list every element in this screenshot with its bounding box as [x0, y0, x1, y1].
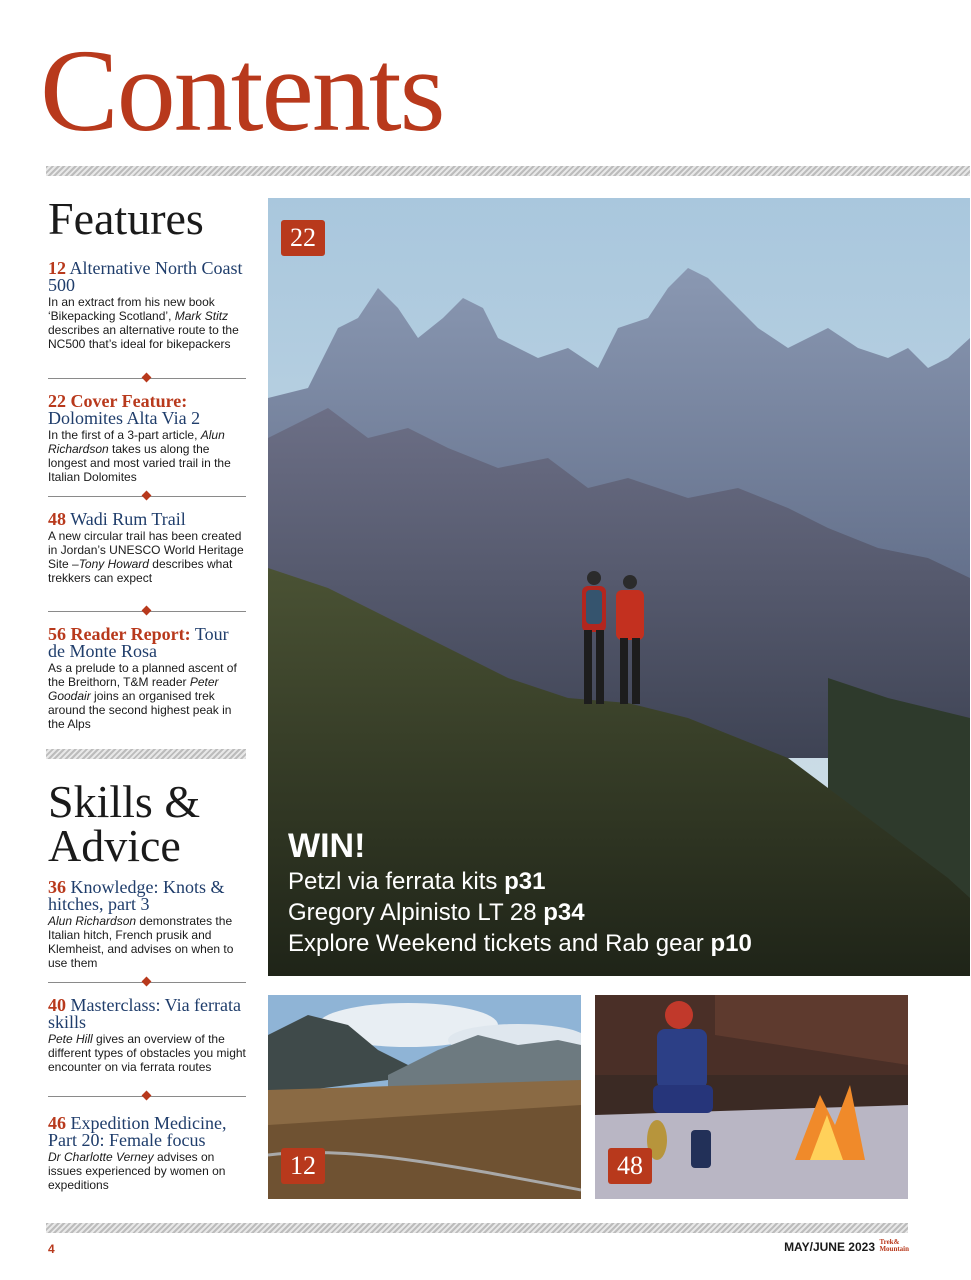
entry-author: Dr Charlotte Verney: [48, 1150, 154, 1164]
entry-desc: In the first of a 3-part article,: [48, 428, 201, 442]
entry-desc: In an extract from his new book ‘Bikepacking Scotland’,: [48, 295, 215, 323]
page-badge: 22: [281, 220, 325, 256]
entry-author: Mark Stitz: [174, 309, 229, 323]
entry-desc: gives an overview of the different types of obstacles you might encounter on via ferrata routes: [48, 1032, 246, 1074]
entry-page-number: 48: [48, 509, 66, 529]
win-item-text: Explore Weekend tickets and Rab gear: [288, 930, 711, 957]
entry-author: Alun Richardson: [48, 914, 137, 928]
magazine-logo: [879, 1239, 909, 1253]
skills-heading: [48, 776, 201, 871]
entry-page-number: 40: [48, 995, 66, 1015]
entry-page-number: 46: [48, 1113, 66, 1133]
features-heading: Features: [48, 193, 204, 244]
win-item-page: p31: [504, 868, 546, 895]
bottom-hatch-rule: [46, 1223, 908, 1233]
win-item-text: Gregory Alpinisto LT 28: [288, 899, 544, 926]
entry-page-number: 12: [48, 258, 66, 278]
feature-entry[interactable]: [48, 393, 246, 484]
page-badge: 12: [281, 1148, 325, 1184]
issue-date: MAY/JUNE 2023: [784, 1240, 875, 1254]
entry-author: Alun Richardson: [48, 428, 225, 456]
divider-diamond: [142, 977, 152, 987]
entry-desc: A new circular trail has been created in Jordan’s UNESCO World Heritage Site –: [48, 529, 244, 571]
skills-entry[interactable]: [48, 1115, 246, 1192]
feature-entry[interactable]: [48, 511, 246, 585]
win-item-page: p10: [710, 930, 752, 957]
divider-diamond: [142, 606, 152, 616]
entry-title: Tour de Monte Rosa: [48, 624, 229, 661]
feature-entry[interactable]: [48, 260, 246, 351]
entry-title: Masterclass: Via ferrata skills: [48, 995, 242, 1032]
photo-scotland[interactable]: [268, 995, 581, 1199]
entry-desc: advises on issues experienced by women on expeditions: [48, 1150, 226, 1192]
entry-author: Peter Goodair: [48, 675, 219, 703]
dolomites-illustration: [268, 198, 970, 976]
entry-lead: Reader Report:: [70, 624, 191, 644]
win-item[interactable]: [288, 929, 752, 959]
logo-line1: Trek&: [879, 1238, 900, 1246]
divider-diamond: [142, 491, 152, 501]
entry-title: Alternative North Coast 500: [48, 258, 243, 295]
win-item-text: Petzl via ferrata kits: [288, 868, 505, 895]
win-item-page: p34: [543, 899, 585, 926]
entry-title: Dolomites Alta Via 2: [48, 408, 201, 428]
win-item[interactable]: [288, 898, 585, 928]
entry-desc: describes an alternative route to the NC500 that’s ideal for bikepackers: [48, 323, 239, 351]
logo-line2: Mountain: [879, 1245, 909, 1253]
entry-page-number: 22: [48, 391, 66, 411]
entry-author: Tony Howard: [78, 557, 149, 571]
skills-heading-line2: Advice: [48, 820, 181, 871]
skills-entry[interactable]: [48, 879, 246, 970]
main-photo-dolomites[interactable]: [268, 198, 970, 976]
entry-title: Knowledge: Knots & hitches, part 3: [48, 877, 225, 914]
divider-diamond: [142, 373, 152, 383]
entry-page-number: 56: [48, 624, 66, 644]
entry-desc: As a prelude to a planned ascent of the Breithorn, T&M reader: [48, 661, 237, 689]
divider-diamond: [142, 1091, 152, 1101]
entry-page-number: 36: [48, 877, 66, 897]
photo-wadi-rum[interactable]: [595, 995, 908, 1199]
skills-entry[interactable]: [48, 997, 246, 1074]
page-badge: 48: [608, 1148, 652, 1184]
entry-desc: takes us along the longest and most varied trail in the Italian Dolomites: [48, 442, 231, 484]
entry-desc: joins an organised trek around the second highest peak in the Alps: [48, 689, 232, 731]
entry-title: Wadi Rum Trail: [70, 509, 186, 529]
top-hatch-rule: [46, 166, 970, 176]
skills-heading-line1: Skills &: [48, 776, 201, 827]
entry-author: Pete Hill: [48, 1032, 93, 1046]
feature-entry[interactable]: [48, 626, 246, 731]
win-item[interactable]: [288, 867, 545, 897]
entry-desc: describes what trekkers can expect: [48, 557, 233, 585]
page-title: Contents: [40, 25, 444, 156]
entry-lead: Cover Feature:: [70, 391, 188, 411]
win-heading: WIN!: [288, 827, 366, 865]
section-hatch-rule: [46, 749, 246, 759]
entry-title: Expedition Medicine, Part 20: Female focus: [48, 1113, 227, 1150]
page-number: 4: [48, 1242, 55, 1256]
entry-desc: demonstrates the Italian hitch, French prusik and Klemheist, and advises on when to use them: [48, 914, 234, 970]
